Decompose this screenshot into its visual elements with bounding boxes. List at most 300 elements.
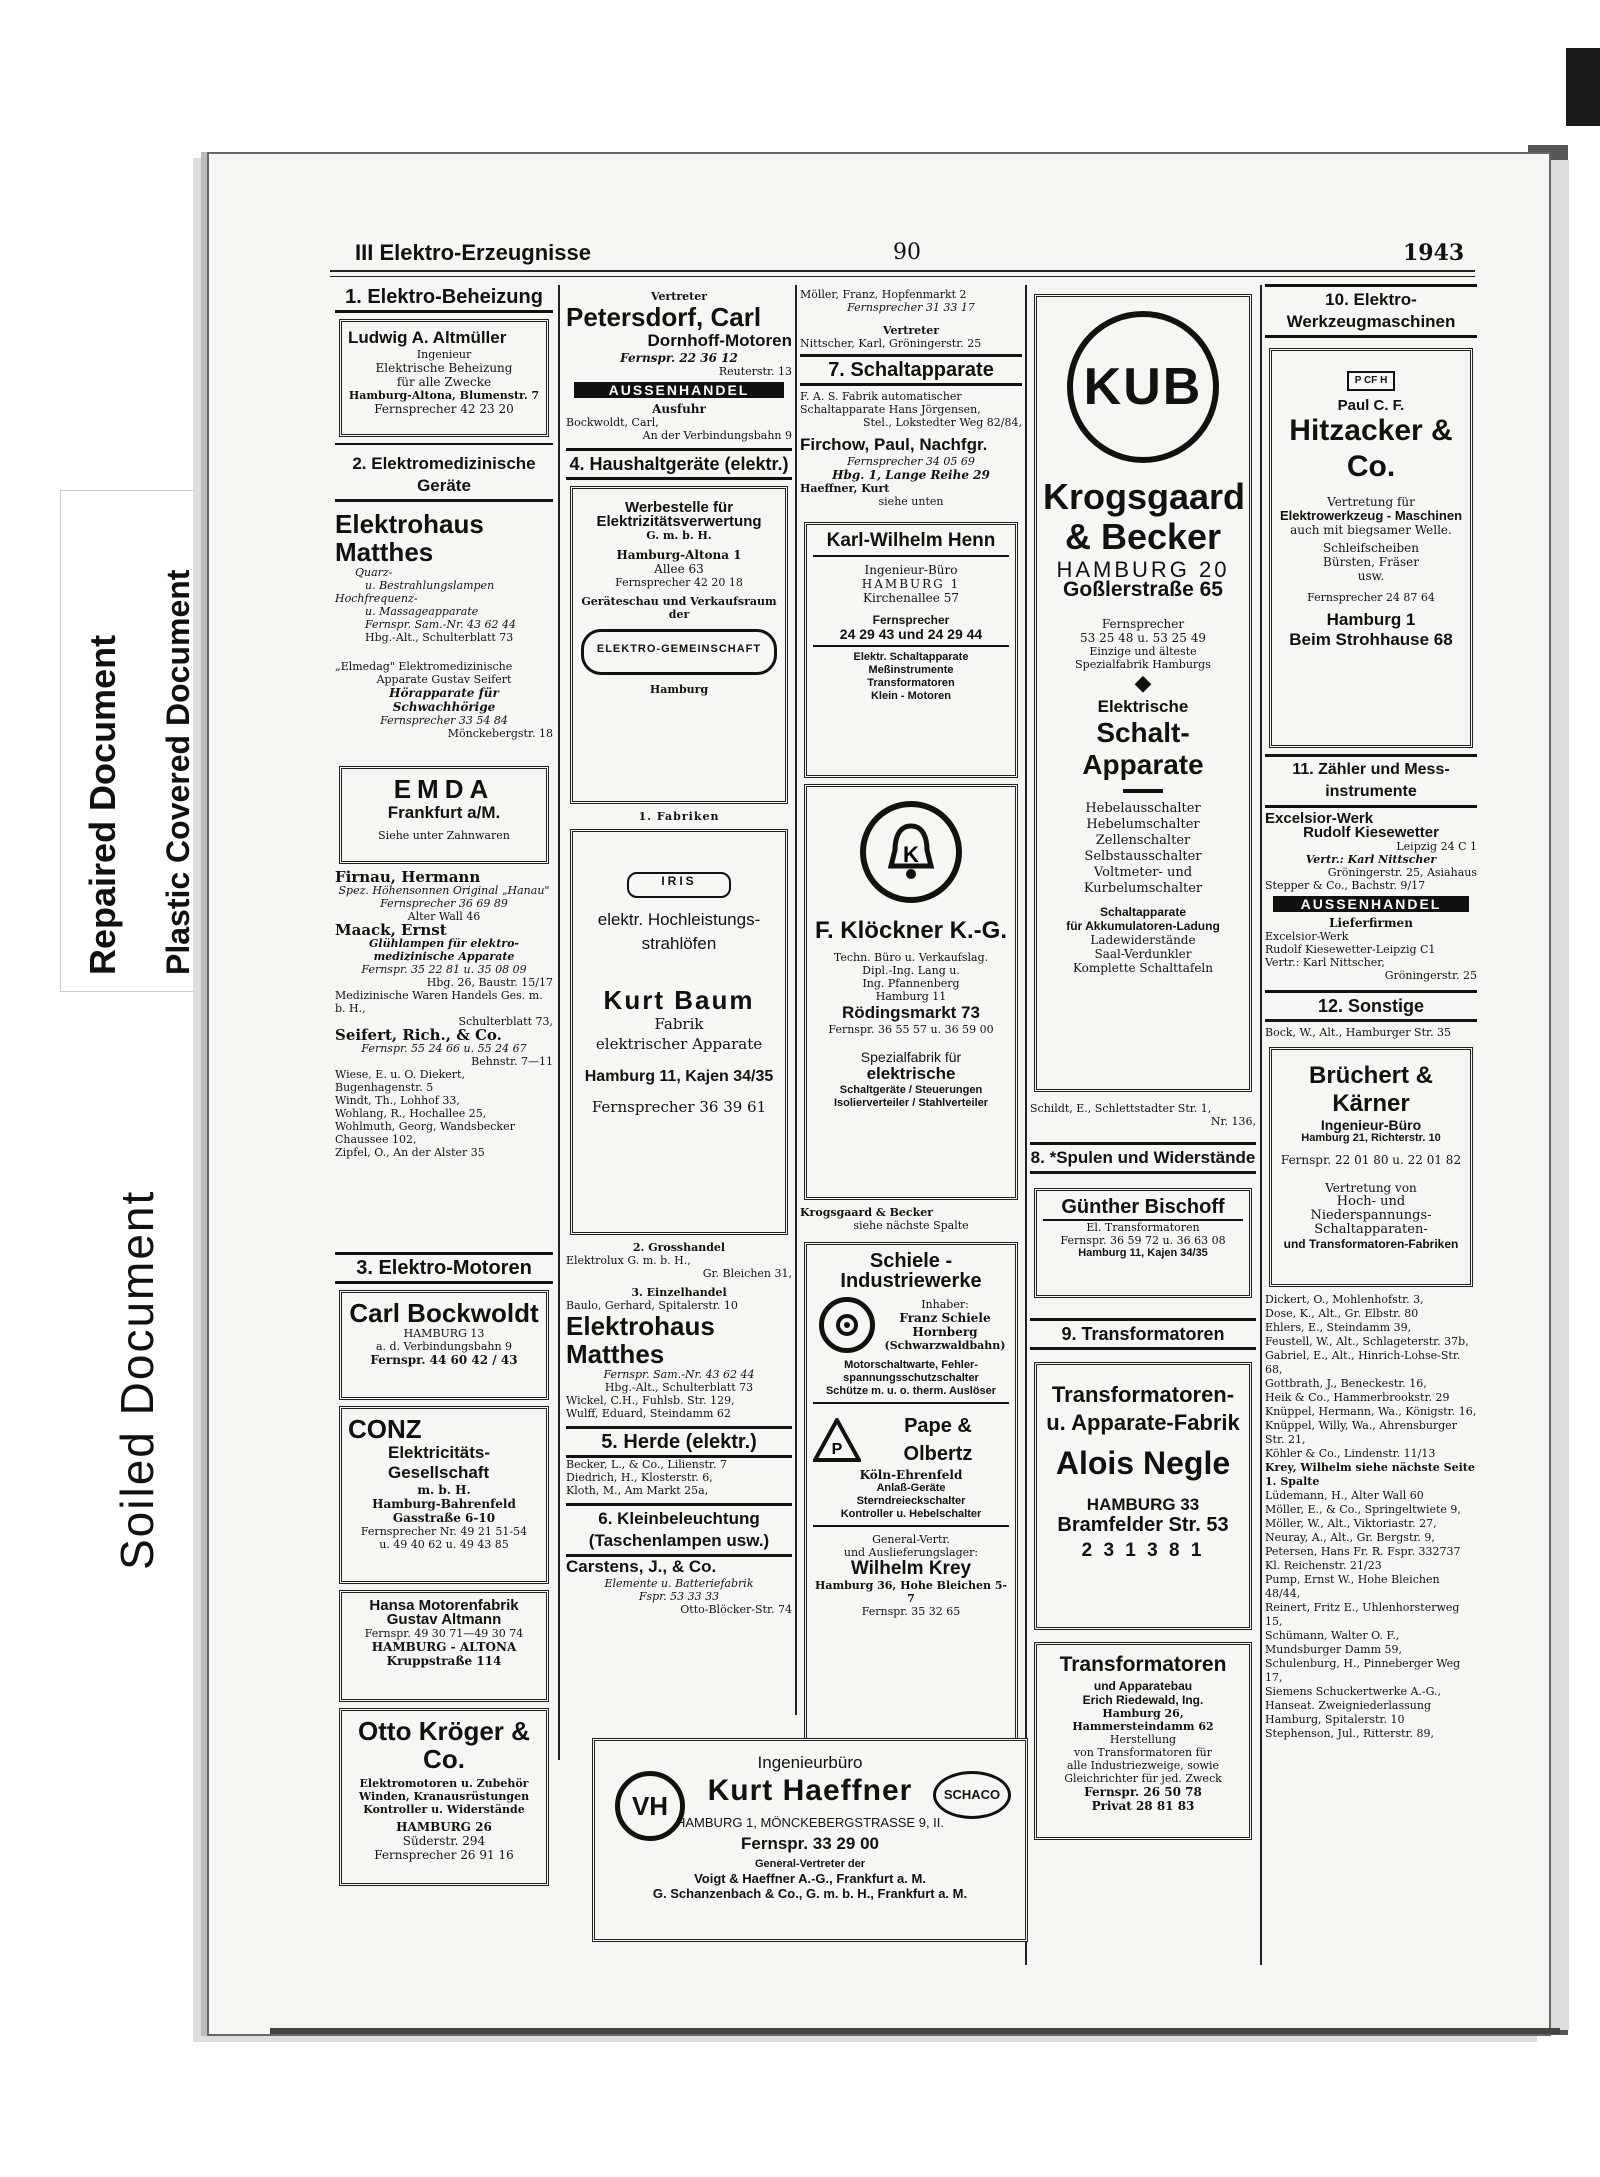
schiele-l7: Schütze m. u. o. therm. Auslöser — [813, 1385, 1009, 1404]
c3-firchow-addr: Hbg. 1, Lange Reihe 29 — [832, 468, 990, 482]
c5-excelsior-l3: Vertr.: Karl Nittscher — [1305, 853, 1437, 866]
c2-matthes: Elektrohaus Matthes — [566, 1311, 715, 1369]
iris-l5: elektrischer Apparate — [595, 1035, 763, 1053]
c2-carstens-l2: Fspr. 53 33 33 — [638, 1590, 720, 1603]
conz-l1: Elektricitäts- — [388, 1443, 491, 1462]
iris-l1: elektr. Hochleistungs- — [597, 910, 761, 929]
emda-city: Frankfurt a/M. — [387, 803, 501, 822]
c5-excelsior-l1: Rudolf Kiesewetter — [1303, 824, 1439, 841]
c5-e1: Dose, K., Alt., Gr. Elbstr. 80 — [1265, 1307, 1419, 1320]
entry-firnau-spec: Spez. Höhensonnen Original „Hanau" — [338, 884, 550, 897]
c2-gross-l2: Gr. Bleichen 31, — [702, 1267, 792, 1280]
kub-l7: Einzige und älteste — [1089, 645, 1197, 658]
pape-l8: Hamburg 36, Hohe Bleichen 5-7 — [814, 1579, 1008, 1605]
riedewald-l8: Fernspr. 26 50 78 — [1084, 1785, 1202, 1799]
entries-list-1 — [335, 870, 553, 1252]
section-6-heading: 6. Kleinbeleuchtung (Taschenlampen usw.) — [566, 1503, 792, 1557]
hitzacker-l1: Paul C. F. — [1337, 397, 1405, 414]
kroeger-l4: HAMBURG 26 — [396, 1820, 492, 1834]
entry-maack-spec: Glühlampen für elektro-medizinische Apparate — [369, 937, 519, 963]
kroeger-l5: Süderstr. 294 — [402, 1834, 486, 1848]
iris-l2: strahlöfen — [641, 934, 717, 953]
kloeckner-l8: elektrische — [866, 1064, 956, 1083]
haeffner-l5: Voigt & Haeffner A.-G., Frankfurt a. M. — [694, 1871, 926, 1886]
section-4-heading: 4. Haushaltgeräte (elektr.) — [566, 448, 792, 480]
werbe-l1: Elektrizitätsverwertung — [596, 513, 762, 530]
kub-l19: Ladewiderstände — [1090, 933, 1196, 947]
c5-e21: Stephenson, Jul., Ritterstr. 89, — [1265, 1727, 1435, 1740]
pape-l1: Köln-Ehrenfeld — [859, 1468, 963, 1482]
header-rule-2 — [330, 276, 1475, 277]
conz-l4: Hamburg-Bahrenfeld — [372, 1497, 516, 1511]
bruechert-l2: Hamburg 21, Richterstr. 10 — [1301, 1132, 1441, 1144]
werbe-l7: der — [668, 608, 690, 621]
ad-iris — [570, 829, 788, 1235]
ad-bockwoldt — [339, 1290, 549, 1400]
section-11-heading: 11. Zähler und Mess-instrumente — [1265, 754, 1477, 808]
conz-l2: Gesellschaft — [388, 1463, 490, 1482]
kloeckner-l5: Rödingsmarkt 73 — [842, 1003, 980, 1022]
bockwoldt-city: HAMBURG 13 — [403, 1327, 485, 1340]
ad-henn — [804, 522, 1018, 778]
hansa-l2: Fernspr. 49 30 71—49 30 74 — [364, 1627, 524, 1640]
section-8-heading: 8. *Spulen und Widerstände — [1030, 1142, 1256, 1174]
c3-firchow: Firchow, Paul, Nachfgr. — [800, 435, 988, 454]
c2-einzel-l1: Baulo, Gerhard, Spitalerstr. 10 — [566, 1299, 738, 1312]
c5-e11: Lüdemann, H., Alter Wall 60 — [1265, 1489, 1424, 1502]
entry-firnau-addr: Alter Wall 46 — [407, 910, 481, 923]
kub-l5: Fernsprecher — [1101, 617, 1185, 631]
iris-l4: Fabrik — [654, 1015, 704, 1033]
matthes-name: Elektrohaus Matthes — [335, 509, 484, 567]
kloeckner-l10: Isolierverteiler / Stahlverteiler — [833, 1097, 989, 1109]
c2-ausfuhr-l1: Bockwoldt, Carl, — [566, 416, 659, 429]
col-rule-2 — [795, 285, 797, 1715]
section-7-heading: 7. Schaltapparate — [800, 354, 1022, 386]
label-plastic: Plastic Covered Document — [160, 569, 196, 975]
bell-icon — [883, 822, 939, 882]
conz-l3: m. b. H. — [417, 1483, 471, 1497]
ad-kloeckner — [804, 784, 1018, 1200]
conz-l6: Fernsprecher Nr. 49 21 51-54 — [360, 1525, 528, 1538]
kub-l12: Hebelumschalter — [1086, 817, 1200, 832]
c5-e16: Pump, Ernst W., Hohe Bleichen 48/44, — [1265, 1573, 1440, 1600]
c5-e19: Schulenburg, H., Pinneberger Weg 17, — [1265, 1657, 1461, 1684]
werbe-l4: Allee 63 — [654, 562, 704, 576]
voigt-haeffner-logo: VH — [615, 1771, 685, 1841]
kloeckner-name: F. Klöckner K.-G. — [814, 917, 1008, 944]
c2-gross: 2. Grosshandel — [632, 1241, 726, 1254]
bischoff-l1: El. Transformatoren — [1086, 1221, 1200, 1234]
section-9-heading: 9. Transformatoren — [1030, 1318, 1256, 1350]
riedewald-l0: Transformatoren — [1059, 1653, 1227, 1676]
c5-e13: Möller, W., Alt., Viktoriastr. 27, — [1265, 1517, 1437, 1530]
riedewald-l7: Gleichrichter für jed. Zweck — [1064, 1772, 1222, 1785]
c5-e10: Krey, Wilhelm siehe nächste Seite 1. Spalte — [1265, 1461, 1475, 1488]
kroeger-l2: Winden, Kranausrüstungen — [358, 1790, 530, 1803]
matthes-l6: Hbg.-Alt., Schulterblatt 73 — [365, 631, 514, 644]
bruechert-name: Brüchert & Kärner — [1308, 1062, 1434, 1117]
kloeckner-l7: Spezialfabrik für — [860, 1049, 962, 1065]
kub-logo: KUB — [1067, 311, 1219, 463]
matthes-l5: Fernspr. Sam.-Nr. 43 62 44 — [365, 618, 517, 631]
kub-l3: HAMBURG 20 — [1056, 557, 1230, 582]
entry-medwaren-addr: Schulterblatt 73, — [458, 1015, 553, 1028]
entry-firnau: Firnau, Hermann — [335, 870, 481, 886]
c3-krogref-l1: siehe nächste Spalte — [853, 1219, 969, 1232]
ad-altmueller-line2: für alle Zwecke — [396, 375, 492, 389]
kroeger-l1: Elektromotoren u. Zubehör — [359, 1777, 529, 1790]
c3-nittscher: Nittscher, Karl, Gröningerstr. 25 — [800, 337, 982, 350]
kub-l11: Hebelausschalter — [1085, 801, 1201, 816]
scan-top-margin — [0, 0, 1600, 48]
entry-wiese: Wiese, E. u. O. Diekert, Bugenhagenstr. 5 — [335, 1068, 465, 1094]
kloeckner-l3: Ing. Pfannenberg — [862, 977, 960, 990]
hitzacker-l3: Vertretung für — [1327, 495, 1415, 509]
werbe-l5: Fernsprecher 42 20 18 — [615, 576, 743, 589]
henn-l7: Meßinstrumente — [868, 664, 954, 676]
iris-logo: IRIS — [627, 872, 731, 898]
kub-l13: Zellenschalter — [1095, 833, 1191, 848]
riedewald-l3: Hamburg 26, Hammersteindamm 62 — [1072, 1707, 1214, 1733]
schiele-l2: Franz Schiele — [899, 1311, 991, 1325]
kub-l9: Elektrische — [1097, 697, 1189, 716]
schiele-l4: (Schwarzwaldbahn) — [884, 1339, 1006, 1352]
c5-e20: Siemens Schuckertwerke A.-G., Hanseat. Zweigniederlassung Hamburg, Spitalerstr. 10 — [1265, 1685, 1442, 1726]
c2-diedrich: Diedrich, H., Klosterstr. 6, — [566, 1471, 713, 1484]
entry-firnau-phone: Fernsprecher 36 69 89 — [380, 897, 508, 910]
iris-l7: Fernsprecher 36 39 61 — [591, 1098, 767, 1116]
emda-name: EMDA — [393, 774, 495, 804]
c2-carstens-l1: Elemente u. Batteriefabrik — [604, 1577, 754, 1590]
pape-name: Pape & Olbertz — [903, 1415, 973, 1465]
riedewald-l2: Erich Riedewald, Ing. — [1082, 1693, 1204, 1707]
negle-l0: Transformatoren- — [1051, 1382, 1235, 1407]
ad-altmueller-address: Hamburg-Altona, Blumenstr. 7 — [348, 389, 540, 402]
diamond-icon: ◆ — [1134, 671, 1152, 696]
haeffner-l0: Ingenieurbüro — [757, 1753, 863, 1772]
column-1 — [335, 284, 553, 1892]
c5-e15: Petersen, Hans Fr. R. Fspr. 332737 Kl. Reichenstr. 21/23 — [1265, 1545, 1461, 1572]
kub-l1: Krogsgaard — [1043, 476, 1246, 517]
column-5 — [1265, 284, 1477, 1741]
elmedag-l4: Fernsprecher 33 54 84 — [380, 714, 508, 727]
c5-excelsior: Excelsior-Werk — [1265, 810, 1374, 827]
col-rule-4 — [1260, 285, 1262, 1965]
c3-vertreter: Vertreter — [882, 324, 940, 337]
henn-l1: Ingenieur-Büro — [864, 563, 958, 577]
scan-dark-corner — [1566, 48, 1600, 126]
kub-l4: Goßlerstraße 65 — [1063, 578, 1223, 601]
kroeger-l3: Kontroller u. Widerstände — [363, 1803, 525, 1816]
matthes-l4: u. Massageapparate — [365, 605, 479, 618]
pape-l3: Sterndreieckschalter — [856, 1495, 966, 1507]
kloeckner-l4: Hamburg 11 — [875, 990, 947, 1003]
ad-schiele — [804, 1242, 1018, 1820]
riedewald-l6: alle Industriezweige, sowie — [1066, 1759, 1219, 1772]
section-3-heading: 3. Elektro-Motoren — [335, 1252, 553, 1284]
entry-seifert: Seifert, Rich., & Co. — [335, 1026, 502, 1044]
schiele-logo — [819, 1297, 875, 1353]
c5-liefer: Lieferfirmen — [1329, 916, 1413, 930]
c2-carstens-l3: Otto-Blöcker-Str. 74 — [680, 1603, 792, 1616]
negle-l4: Bramfelder Str. 53 — [1057, 1514, 1229, 1536]
pape-l6: und Auslieferungslager: — [843, 1546, 979, 1559]
label-repaired: Repaired Document — [82, 634, 123, 975]
c2-gross-l1: Elektrolux G. m. b. H., — [566, 1254, 691, 1267]
c5-e18: Schümann, Walter O. F., Mundsburger Damm 59, — [1265, 1629, 1403, 1656]
ad-bischoff — [1034, 1188, 1252, 1298]
elmedag-l3: Schwachhörige — [392, 700, 496, 714]
entry-wohlmuth: Wohlmuth, Georg, Wandsbecker Chaussee 102, — [335, 1120, 515, 1146]
ad-krogsgaard-becker — [1034, 294, 1252, 1092]
schiele-name: Schiele - Industriewerke — [840, 1250, 982, 1292]
kub-l16: Kurbelumschalter — [1083, 881, 1203, 896]
haeffner-l3: Fernspr. 33 29 00 — [741, 1834, 879, 1853]
henn-name: Karl-Wilhelm Henn — [813, 531, 1009, 557]
svg-text:P: P — [831, 1440, 843, 1458]
c5-liefer-l2: Rudolf Kiesewetter-Leipzig C1 — [1265, 943, 1436, 956]
c4-schildt: Schildt, E., Schlettstadter Str. 1, — [1030, 1102, 1212, 1115]
riedewald-l5: von Transformatoren für — [1073, 1746, 1213, 1759]
werbe-l0: Werbestelle für — [624, 499, 734, 516]
entry-elmedag — [335, 660, 553, 760]
rule — [335, 443, 553, 445]
hitzacker-l10: Hamburg 1 — [1326, 610, 1416, 629]
kub-l15: Voltmeter- und — [1093, 865, 1193, 880]
kloeckner-l6: Fernspr. 36 55 57 u. 36 59 00 — [828, 1023, 994, 1036]
column-4 — [1030, 288, 1256, 1846]
hansa-l0: Hansa Motorenfabrik — [369, 1597, 519, 1614]
entries-list-12 — [1265, 1293, 1477, 1741]
bockwoldt-addr: a. d. Verbindungsbahn 9 — [375, 1340, 513, 1353]
c4-schildt-l1: Nr. 136, — [1210, 1115, 1256, 1128]
bockwoldt-phone: Fernspr. 44 60 42 / 43 — [370, 1353, 518, 1367]
c5-excelsior-l2: Leipzig 24 C 1 — [1396, 840, 1477, 853]
c3-moeller-phone: Fernsprecher 31 33 17 — [847, 301, 975, 314]
entry-matthes — [335, 510, 553, 660]
negle-l3: HAMBURG 33 — [1086, 1495, 1200, 1514]
c5-excelsior-l5: Stepper & Co., Bachstr. 9/17 — [1265, 879, 1426, 892]
kub-l20: Saal-Verdunkler — [1094, 947, 1192, 961]
henn-l4: Fernsprecher — [872, 613, 950, 627]
pape-l2: Anlaß-Geräte — [876, 1482, 946, 1494]
riedewald-l4: Herstellung — [1109, 1733, 1177, 1746]
svg-text:K: K — [903, 842, 919, 867]
schiele-l3: Hornberg — [912, 1325, 978, 1339]
c2-dornhoff: Dornhoff-Motoren — [647, 331, 792, 350]
iris-l6: Hamburg 11, Kajen 34/35 — [584, 1068, 774, 1085]
c2-vertreter-label: Vertreter — [650, 290, 708, 303]
hitzacker-logo: P CF H — [1347, 371, 1395, 391]
conz-name: CONZ — [348, 1414, 422, 1444]
haeffner-name: Kurt Haeffner — [707, 1774, 913, 1807]
c2-ausfuhr-l2: An der Verbindungsbahn 9 — [642, 429, 792, 442]
bruechert-l5: Hoch- und Niederspannungs- — [1310, 1194, 1432, 1223]
ad-kroeger — [339, 1708, 549, 1886]
pape-l5: General-Vertr. — [872, 1533, 950, 1546]
c5-e7: Knüppel, Hermann, Wa., Königstr. 16, — [1265, 1405, 1477, 1418]
henn-l5: 24 29 43 und 24 29 44 — [813, 627, 1009, 647]
c2-wickel: Wickel, C.H., Fuhlsb. Str. 129, — [566, 1394, 735, 1407]
ad-hitzacker — [1269, 348, 1473, 748]
kloeckner-bell-logo — [860, 801, 962, 903]
section-12-heading: 12. Sonstige — [1265, 990, 1477, 1022]
ad-conz — [339, 1406, 549, 1584]
section-10-heading: 10. Elektro-Werkzeugmaschinen — [1265, 284, 1477, 338]
header-rule — [330, 270, 1475, 272]
hitzacker-l6: Schleifscheiben — [1323, 541, 1419, 555]
ad-bruechert — [1269, 1047, 1473, 1287]
c5-e4: Gabriel, E., Alt., Hinrich-Lohse-Str. 68, — [1265, 1349, 1461, 1376]
ad-werbestelle — [570, 486, 788, 804]
c2-wulff: Wulff, Eduard, Steindamm 62 — [566, 1407, 731, 1420]
matthes-l2: u. Bestrahlungslampen — [365, 579, 495, 592]
c2-petersdorf-phone: Fernspr. 22 36 12 — [620, 351, 738, 365]
matthes-l1: Quarz- — [355, 566, 393, 579]
c5-e8: Knüppel, Willy, Wa., Ahrensburger Str. 21, — [1265, 1419, 1458, 1446]
negle-l2: Alois Negle — [1055, 1445, 1231, 1481]
c2-kloth: Kloth, M., Am Markt 25a, — [566, 1484, 709, 1497]
ad-hansa — [339, 1590, 549, 1702]
c5-liefer-l1: Excelsior-Werk — [1265, 930, 1349, 943]
section-2-heading: 2. Elektromedizinische Geräte — [335, 451, 553, 502]
bruechert-l4: Vertretung von — [1325, 1181, 1417, 1195]
col-rule-3 — [1025, 285, 1027, 1965]
hansa-l1: Gustav Altmann — [386, 1611, 502, 1628]
ad-emda — [339, 766, 549, 864]
c5-bock: Bock, W., Alt., Hamburger Str. 35 — [1265, 1026, 1452, 1039]
schiele-l5: Motorschaltwarte, Fehler- — [844, 1359, 978, 1371]
c5-e14: Neuray, A., Alt., Gr. Bergstr. 9, — [1265, 1531, 1435, 1544]
werbe-l2: G. m. b. H. — [646, 529, 712, 542]
col-rule-1 — [558, 285, 560, 1760]
werbe-l6: Geräteschau und Verkaufsraum — [581, 595, 777, 608]
c3-fas-l1: Stel., Lokstedter Weg 82/84, — [862, 416, 1022, 429]
kub-l10: Schalt-Apparate — [1082, 717, 1204, 780]
kroeger-l6: Fernsprecher 26 91 16 — [374, 1848, 514, 1862]
c5-e3: Feustell, W., Alt., Schlageterstr. 37b, — [1265, 1335, 1469, 1348]
bruechert-l6: Schaltapparaten- — [1314, 1222, 1428, 1237]
entry-maack: Maack, Ernst — [335, 921, 447, 939]
ad-kurt-haeffner — [592, 1738, 1028, 1942]
matthes-l3: Hochfrequenz- — [335, 592, 418, 605]
c5-e0: Dickert, O., Mohlenhofstr. 3, — [1265, 1293, 1424, 1306]
c2-aussenhandel-banner: AUSSENHANDEL — [574, 382, 784, 398]
c5-e6: Heik & Co., Hammerbrookstr. 29 — [1265, 1391, 1450, 1404]
schaco-logo: SCHACO — [933, 1771, 1011, 1819]
ad-altmueller-title: Ingenieur — [416, 348, 472, 361]
kloeckner-l1: Techn. Büro u. Verkaufslag. — [833, 951, 989, 964]
henn-l9: Klein - Motoren — [870, 690, 952, 702]
ad-riedewald — [1034, 1642, 1252, 1840]
entry-medwaren: Medizinische Waren Handels Ges. m. b. H., — [335, 989, 543, 1015]
c2-matthes-l1: Fernspr. Sam.-Nr. 43 62 44 — [603, 1368, 755, 1381]
section-1-heading: 1. Elektro-Beheizung — [335, 284, 553, 313]
elektro-gemeinschaft-logo: ELEKTRO-GEMEINSCHAFT — [581, 629, 777, 675]
c2-matthes-l2: Hbg.-Alt., Schulterblatt 73 — [604, 1381, 754, 1394]
c5-e12: Möller, E., & Co., Springeltwiete 9, — [1265, 1503, 1461, 1516]
c2-petersdorf-addr: Reuterstr. 13 — [718, 365, 792, 378]
kub-l14: Selbstausschalter — [1084, 849, 1202, 864]
kloeckner-l9: Schaltgeräte / Steuerungen — [839, 1084, 983, 1096]
c3-firchow-phone: Fernsprecher 34 05 69 — [847, 455, 975, 468]
hitzacker-l11: Beim Strohhause 68 — [1289, 630, 1453, 649]
c5-liefer-l4: Gröningerstr. 25 — [1384, 969, 1477, 982]
c2-petersdorf: Petersdorf, Carl — [566, 302, 762, 332]
bruechert-l7: und Transformatoren-Fabriken — [1283, 1237, 1459, 1251]
elmedag-l1: Apparate Gustav Seifert — [376, 673, 512, 686]
bischoff-l2: Fernspr. 36 59 72 u. 36 63 08 — [1060, 1234, 1226, 1247]
hitzacker-l8: usw. — [1357, 569, 1385, 583]
label-soiled: Soiled Document — [111, 1189, 163, 1570]
bruechert-l1: Ingenieur-Büro — [1320, 1117, 1422, 1133]
column-2 — [566, 290, 792, 1616]
c3-fas: F. A. S. Fabrik automatischer Schaltapparate Hans Jörgensen, — [800, 390, 981, 416]
hitzacker-name: Hitzacker & Co. — [1289, 414, 1453, 483]
c5-e17: Reinert, Fritz E., Uhlenhorsterweg 15, — [1265, 1601, 1460, 1628]
kub-l8: Spezialfabrik Hamburgs — [1075, 658, 1211, 671]
hitzacker-l7: Bürsten, Fräser — [1323, 555, 1419, 569]
kroeger-name: Otto Kröger & Co. — [358, 1716, 530, 1774]
c3-haeffner: Haeffner, Kurt — [800, 482, 890, 495]
werbe-l9: Hamburg — [649, 683, 709, 696]
pape-l9: Fernspr. 35 32 65 — [861, 1605, 961, 1618]
entry-maack-phone: Fernspr. 35 22 81 u. 35 08 09 — [361, 963, 527, 976]
pape-olbertz-logo-icon — [813, 1418, 861, 1462]
pape-l7: Wilhelm Krey — [850, 1558, 972, 1579]
henn-l2: HAMBURG 1 — [861, 577, 961, 591]
kub-l2: & Becker — [1064, 516, 1222, 557]
pape-l4: Kontroller u. Hebelschalter — [813, 1508, 1009, 1527]
elmedag-l5: Mönckebergstr. 18 — [447, 727, 553, 740]
entry-zipfel: Zipfel, O., An der Alster 35 — [335, 1146, 485, 1159]
page-section-title: III Elektro-Erzeugnisse — [355, 240, 591, 265]
negle-l5: 2 3 1 3 8 1 — [1081, 1540, 1205, 1561]
page-number: 90 — [893, 240, 921, 265]
section-5-heading: 5. Herde (elektr.) — [566, 1426, 792, 1458]
c5-e9: Köhler & Co., Lindenstr. 11/13 — [1265, 1447, 1436, 1460]
ad-negle — [1034, 1362, 1252, 1630]
iris-kurtbaum: Kurt Baum — [603, 985, 755, 1015]
kub-l21: Komplette Schalttafeln — [1073, 961, 1213, 975]
elmedag-l2: Hörapparate für — [389, 686, 499, 700]
ad-altmueller-line1: Elektrische Beheizung — [375, 361, 513, 375]
ad-altmueller — [339, 319, 549, 437]
page-bottom-shadow — [270, 2028, 1560, 2034]
short-rule — [1123, 789, 1163, 793]
c2-carstens: Carstens, J., & Co. — [566, 1557, 717, 1576]
kub-l6: 53 25 48 u. 53 25 49 — [1079, 631, 1207, 645]
page-year: 1943 — [1403, 240, 1465, 266]
c5-aussenhandel-banner: AUSSENHANDEL — [1273, 896, 1469, 912]
kub-l18: für Akkumulatoren-Ladung — [1066, 919, 1220, 933]
riedewald-l9: Privat 28 81 83 — [1091, 1799, 1195, 1813]
c3-krogref: Krogsgaard & Becker — [800, 1206, 934, 1219]
schiele-l6: spannungsschutzschalter — [843, 1372, 979, 1384]
c2-fabriken: 1. Fabriken — [638, 810, 720, 823]
c2-ausfuhr: Ausfuhr — [652, 402, 706, 416]
haeffner-l2: HAMBURG 1, MÖNCKEBERGSTRASSE 9, II. — [676, 1815, 944, 1830]
kub-l17: Schaltapparate — [1099, 905, 1187, 919]
hitzacker-l9: Fernsprecher 24 87 64 — [1307, 591, 1435, 604]
haeffner-l4: General-Vertreter der — [754, 1858, 866, 1870]
werbe-l3: Hamburg-Altona 1 — [616, 548, 742, 562]
henn-l6: Elektr. Schaltapparate — [853, 651, 969, 663]
c2-einzel: 3. Einzelhandel — [631, 1286, 727, 1299]
hitzacker-l5: auch mit biegsamer Welle. — [1290, 523, 1452, 537]
entry-wohlang: Wohlang, R., Hochallee 25, — [335, 1107, 487, 1120]
